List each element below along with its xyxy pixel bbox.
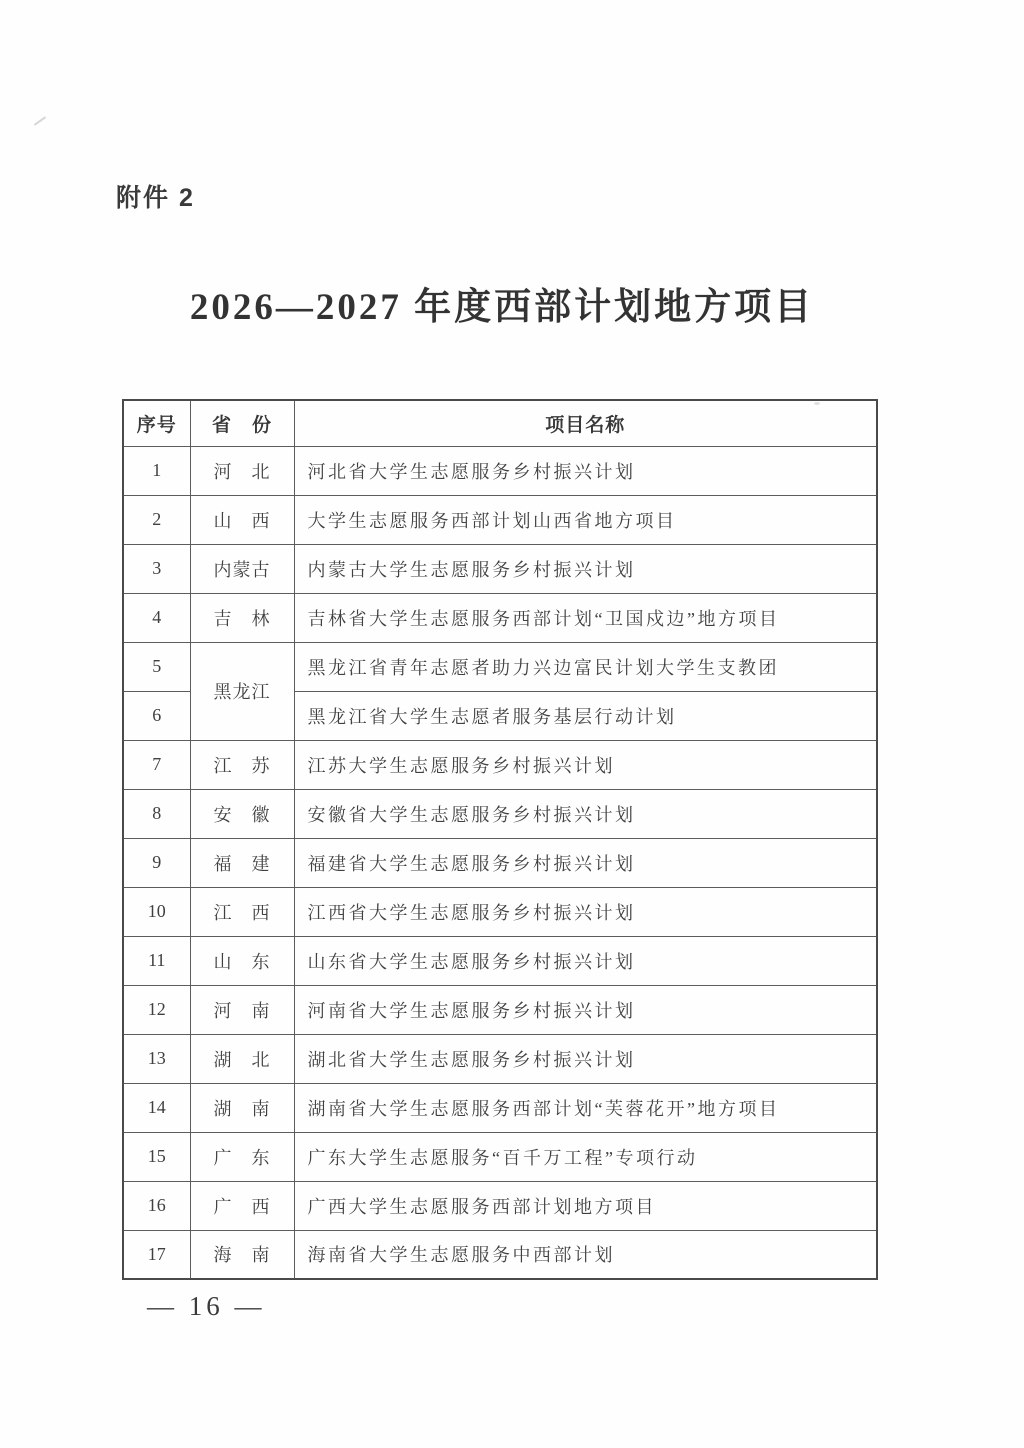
table-body bbox=[123, 446, 877, 1279]
province-cell: 广 东 bbox=[190, 1132, 294, 1181]
province-cell: 内蒙古 bbox=[190, 544, 294, 593]
province-cell: 山 东 bbox=[190, 936, 294, 985]
attachment-label: 附件 2 bbox=[116, 184, 195, 212]
table-row bbox=[123, 544, 877, 593]
row-number-cell: 8 bbox=[123, 789, 190, 838]
province-cell: 河 南 bbox=[190, 985, 294, 1034]
province-cell: 山 西 bbox=[190, 495, 294, 544]
header-serial-number: 序号 bbox=[123, 400, 190, 446]
province-cell: 安 徽 bbox=[190, 789, 294, 838]
row-number-cell: 6 bbox=[123, 691, 190, 740]
province-cell: 湖 南 bbox=[190, 1083, 294, 1132]
row-number-cell: 10 bbox=[123, 887, 190, 936]
header-province: 省 份 bbox=[190, 400, 294, 446]
projects-table bbox=[122, 399, 878, 1280]
project-name-cell: 江西省大学生志愿服务乡村振兴计划 bbox=[294, 887, 877, 936]
project-name-cell: 黑龙江省青年志愿者助力兴边富民计划大学生支教团 bbox=[294, 642, 877, 691]
table-row bbox=[123, 789, 877, 838]
row-number-cell: 13 bbox=[123, 1034, 190, 1083]
project-name-cell: 黑龙江省大学生志愿者服务基层行动计划 bbox=[294, 691, 877, 740]
row-number-cell: 7 bbox=[123, 740, 190, 789]
table-row bbox=[123, 495, 877, 544]
table-row bbox=[123, 936, 877, 985]
province-cell: 吉 林 bbox=[190, 593, 294, 642]
table-row bbox=[123, 838, 877, 887]
table-row bbox=[123, 642, 877, 691]
row-number-cell: 15 bbox=[123, 1132, 190, 1181]
project-name-cell: 湖北省大学生志愿服务乡村振兴计划 bbox=[294, 1034, 877, 1083]
project-name-cell: 内蒙古大学生志愿服务乡村振兴计划 bbox=[294, 544, 877, 593]
project-name-cell: 河北省大学生志愿服务乡村振兴计划 bbox=[294, 446, 877, 495]
project-name-cell: 福建省大学生志愿服务乡村振兴计划 bbox=[294, 838, 877, 887]
project-name-cell: 吉林省大学生志愿服务西部计划“卫国戍边”地方项目 bbox=[294, 593, 877, 642]
province-cell: 江 苏 bbox=[190, 740, 294, 789]
row-number-cell: 5 bbox=[123, 642, 190, 691]
table-row bbox=[123, 985, 877, 1034]
table-row bbox=[123, 1230, 877, 1279]
province-cell: 黑龙江 bbox=[190, 642, 294, 740]
header-project-name: 项目名称 bbox=[294, 400, 877, 446]
row-number-cell: 4 bbox=[123, 593, 190, 642]
table-row bbox=[123, 887, 877, 936]
page-title: 2026—2027 年度西部计划地方项目 bbox=[189, 287, 815, 328]
project-name-cell: 安徽省大学生志愿服务乡村振兴计划 bbox=[294, 789, 877, 838]
row-number-cell: 2 bbox=[123, 495, 190, 544]
province-cell: 湖 北 bbox=[190, 1034, 294, 1083]
row-number-cell: 11 bbox=[123, 936, 190, 985]
row-number-cell: 1 bbox=[123, 446, 190, 495]
province-cell: 江 西 bbox=[190, 887, 294, 936]
province-cell: 河 北 bbox=[190, 446, 294, 495]
scan-artifact bbox=[34, 116, 47, 126]
table-header bbox=[123, 400, 877, 446]
province-cell: 广 西 bbox=[190, 1181, 294, 1230]
project-name-cell: 江苏大学生志愿服务乡村振兴计划 bbox=[294, 740, 877, 789]
row-number-cell: 12 bbox=[123, 985, 190, 1034]
row-number-cell: 16 bbox=[123, 1181, 190, 1230]
project-name-cell: 广东大学生志愿服务“百千万工程”专项行动 bbox=[294, 1132, 877, 1181]
row-number-cell: 14 bbox=[123, 1083, 190, 1132]
table-row bbox=[123, 740, 877, 789]
table-row bbox=[123, 593, 877, 642]
province-cell: 海 南 bbox=[190, 1230, 294, 1279]
project-name-cell: 山东省大学生志愿服务乡村振兴计划 bbox=[294, 936, 877, 985]
table-header-row bbox=[123, 400, 877, 446]
row-number-cell: 9 bbox=[123, 838, 190, 887]
table-row bbox=[123, 1083, 877, 1132]
page-number: — 16 — bbox=[147, 1291, 266, 1321]
project-name-cell: 广西大学生志愿服务西部计划地方项目 bbox=[294, 1181, 877, 1230]
row-number-cell: 3 bbox=[123, 544, 190, 593]
table-row bbox=[123, 1132, 877, 1181]
project-name-cell: 大学生志愿服务西部计划山西省地方项目 bbox=[294, 495, 877, 544]
row-number-cell: 17 bbox=[123, 1230, 190, 1279]
project-name-cell: 海南省大学生志愿服务中西部计划 bbox=[294, 1230, 877, 1279]
table-row bbox=[123, 1181, 877, 1230]
table-row bbox=[123, 446, 877, 495]
table-row bbox=[123, 1034, 877, 1083]
province-cell: 福 建 bbox=[190, 838, 294, 887]
project-name-cell: 河南省大学生志愿服务乡村振兴计划 bbox=[294, 985, 877, 1034]
project-name-cell: 湖南省大学生志愿服务西部计划“芙蓉花开”地方项目 bbox=[294, 1083, 877, 1132]
